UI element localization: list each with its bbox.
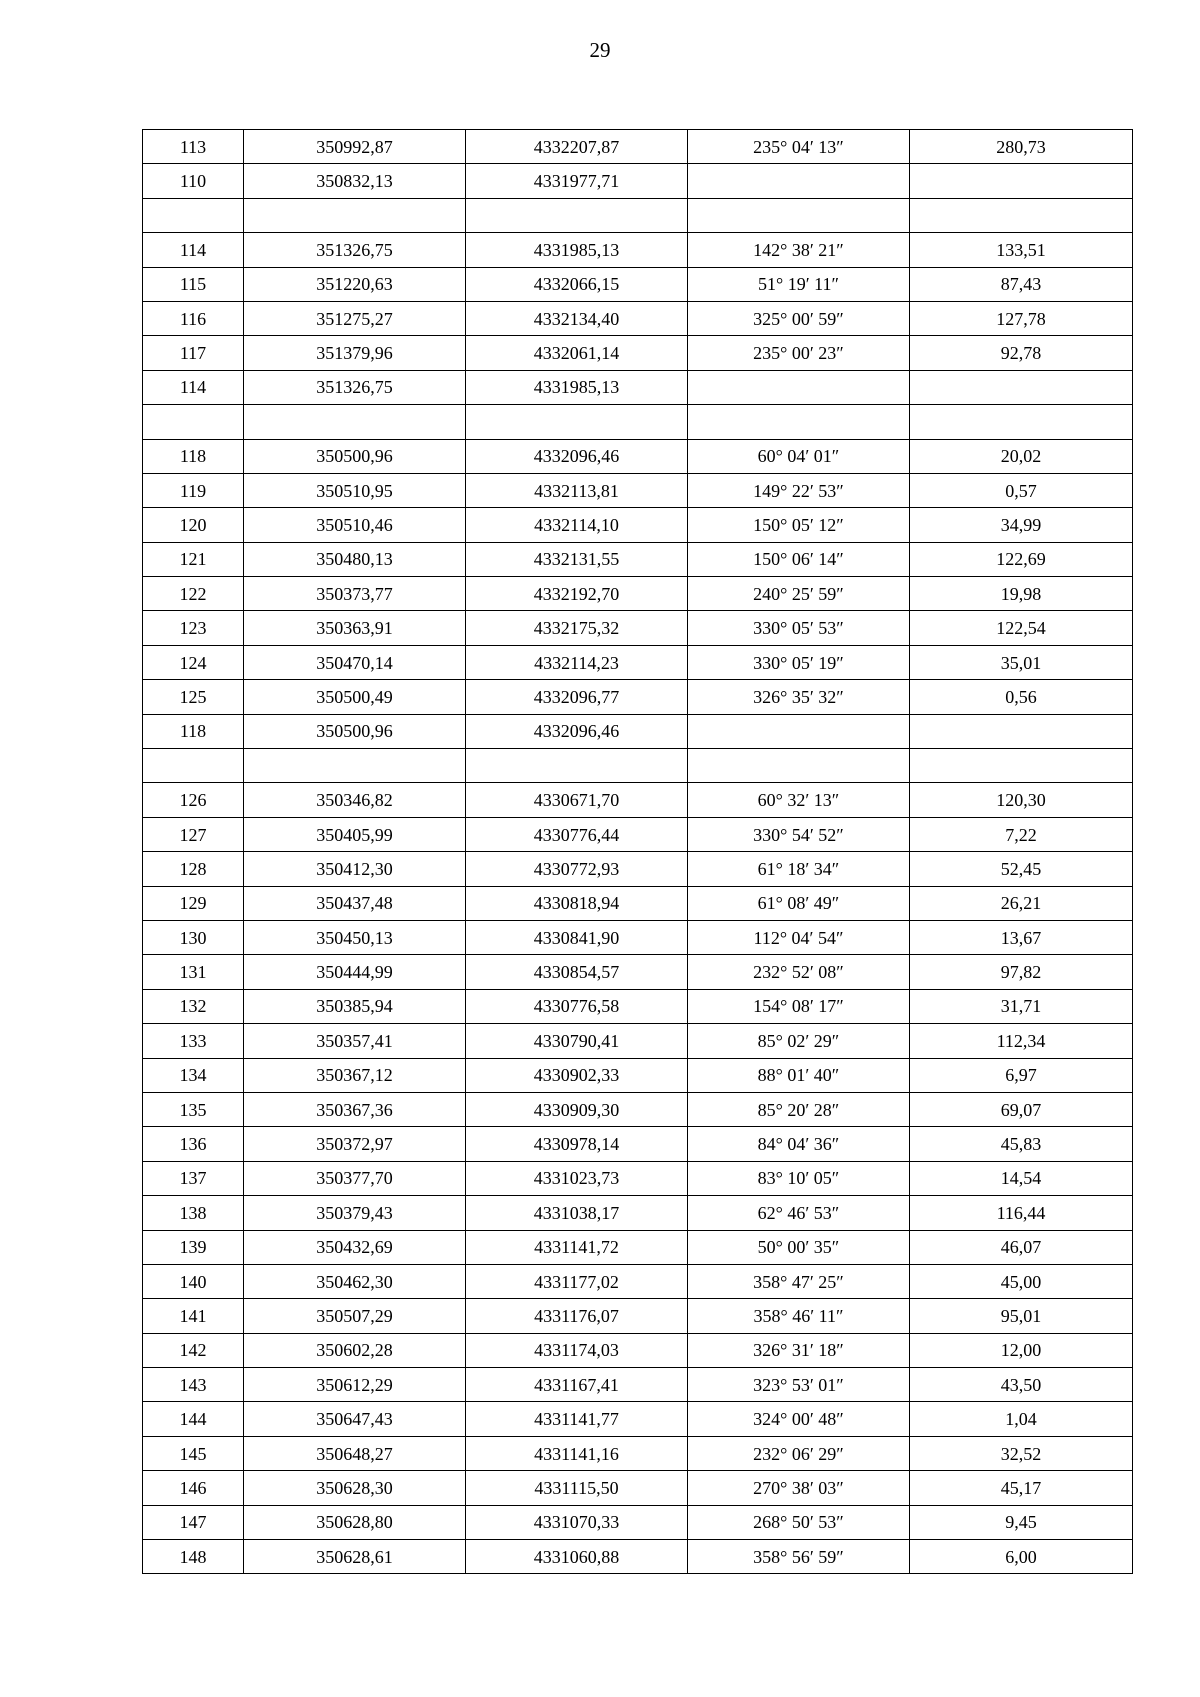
y-coordinate-cell: 4331977,71 (466, 164, 688, 198)
point-number-cell: 119 (143, 473, 244, 507)
bearing-cell: 150° 06′ 14″ (688, 542, 910, 576)
y-coordinate-cell: 4332134,40 (466, 301, 688, 335)
point-number-cell: 147 (143, 1505, 244, 1539)
x-coordinate-cell: 350346,82 (244, 783, 466, 817)
y-coordinate-cell: 4331070,33 (466, 1505, 688, 1539)
x-coordinate-cell: 351326,75 (244, 233, 466, 267)
table-row (143, 1024, 1133, 1058)
point-number-cell: 127 (143, 817, 244, 851)
y-coordinate-cell: 4332096,46 (466, 439, 688, 473)
y-coordinate-cell: 4332096,77 (466, 680, 688, 714)
bearing-cell (688, 164, 910, 198)
y-coordinate-cell: 4332066,15 (466, 267, 688, 301)
point-number-cell: 129 (143, 886, 244, 920)
point-number-cell: 115 (143, 267, 244, 301)
y-coordinate-cell: 4331141,72 (466, 1230, 688, 1264)
distance-cell: 19,98 (910, 577, 1133, 611)
y-coordinate-cell: 4331141,16 (466, 1436, 688, 1470)
x-coordinate-cell: 350612,29 (244, 1368, 466, 1402)
point-number-cell: 130 (143, 920, 244, 954)
table-row (143, 1436, 1133, 1470)
point-number-cell: 138 (143, 1196, 244, 1230)
table-row (143, 817, 1133, 851)
point-number-cell (143, 749, 244, 783)
bearing-cell: 142° 38′ 21″ (688, 233, 910, 267)
bearing-cell: 326° 31′ 18″ (688, 1333, 910, 1367)
y-coordinate-cell (466, 749, 688, 783)
table-row (143, 1368, 1133, 1402)
bearing-cell (688, 714, 910, 748)
point-number-cell: 146 (143, 1471, 244, 1505)
x-coordinate-cell: 350628,80 (244, 1505, 466, 1539)
x-coordinate-cell: 350379,43 (244, 1196, 466, 1230)
bearing-cell: 83° 10′ 05″ (688, 1161, 910, 1195)
table-row (143, 439, 1133, 473)
table-row (143, 267, 1133, 301)
distance-cell (910, 749, 1133, 783)
point-number-cell: 139 (143, 1230, 244, 1264)
point-number-cell: 145 (143, 1436, 244, 1470)
table-row (143, 920, 1133, 954)
point-number-cell: 125 (143, 680, 244, 714)
bearing-cell: 84° 04′ 36″ (688, 1127, 910, 1161)
point-number-cell: 136 (143, 1127, 244, 1161)
point-number-cell: 148 (143, 1540, 244, 1574)
x-coordinate-cell: 350470,14 (244, 645, 466, 679)
table-row (143, 370, 1133, 404)
distance-cell: 45,83 (910, 1127, 1133, 1161)
distance-cell: 95,01 (910, 1299, 1133, 1333)
y-coordinate-cell: 4330671,70 (466, 783, 688, 817)
point-number-cell: 121 (143, 542, 244, 576)
x-coordinate-cell: 350507,29 (244, 1299, 466, 1333)
distance-cell: 116,44 (910, 1196, 1133, 1230)
table-row (143, 1264, 1133, 1298)
point-number-cell: 131 (143, 955, 244, 989)
x-coordinate-cell: 350377,70 (244, 1161, 466, 1195)
y-coordinate-cell: 4330790,41 (466, 1024, 688, 1058)
distance-cell: 35,01 (910, 645, 1133, 679)
distance-cell (910, 714, 1133, 748)
y-coordinate-cell (466, 198, 688, 232)
x-coordinate-cell: 350500,96 (244, 439, 466, 473)
bearing-cell: 88° 01′ 40″ (688, 1058, 910, 1092)
y-coordinate-cell: 4331985,13 (466, 233, 688, 267)
point-number-cell: 142 (143, 1333, 244, 1367)
x-coordinate-cell: 350510,46 (244, 508, 466, 542)
distance-cell: 122,54 (910, 611, 1133, 645)
x-coordinate-cell (244, 405, 466, 439)
x-coordinate-cell: 350832,13 (244, 164, 466, 198)
y-coordinate-cell: 4331141,77 (466, 1402, 688, 1436)
distance-cell: 1,04 (910, 1402, 1133, 1436)
bearing-cell (688, 370, 910, 404)
table-row (143, 1230, 1133, 1264)
distance-cell: 34,99 (910, 508, 1133, 542)
x-coordinate-cell: 350480,13 (244, 542, 466, 576)
bearing-cell: 324° 00′ 48″ (688, 1402, 910, 1436)
point-number-cell: 135 (143, 1092, 244, 1126)
distance-cell: 0,57 (910, 473, 1133, 507)
table-row (143, 301, 1133, 335)
x-coordinate-cell: 350462,30 (244, 1264, 466, 1298)
x-coordinate-cell: 350405,99 (244, 817, 466, 851)
y-coordinate-cell: 4330978,14 (466, 1127, 688, 1161)
distance-cell: 45,17 (910, 1471, 1133, 1505)
point-number-cell: 144 (143, 1402, 244, 1436)
x-coordinate-cell: 350510,95 (244, 473, 466, 507)
point-number-cell: 133 (143, 1024, 244, 1058)
distance-cell: 46,07 (910, 1230, 1133, 1264)
point-number-cell: 113 (143, 130, 244, 164)
bearing-cell: 330° 05′ 19″ (688, 645, 910, 679)
point-number-cell: 126 (143, 783, 244, 817)
distance-cell: 112,34 (910, 1024, 1133, 1058)
table-row (143, 233, 1133, 267)
coordinates-table (142, 129, 1133, 1574)
bearing-cell: 85° 02′ 29″ (688, 1024, 910, 1058)
x-coordinate-cell: 351275,27 (244, 301, 466, 335)
page-number: 29 (589, 38, 611, 62)
bearing-cell: 325° 00′ 59″ (688, 301, 910, 335)
y-coordinate-cell: 4330818,94 (466, 886, 688, 920)
distance-cell: 26,21 (910, 886, 1133, 920)
y-coordinate-cell: 4330909,30 (466, 1092, 688, 1126)
y-coordinate-cell: 4331060,88 (466, 1540, 688, 1574)
table-row (143, 473, 1133, 507)
bearing-cell: 154° 08′ 17″ (688, 989, 910, 1023)
y-coordinate-cell: 4331038,17 (466, 1196, 688, 1230)
bearing-cell: 51° 19′ 11″ (688, 267, 910, 301)
x-coordinate-cell: 351326,75 (244, 370, 466, 404)
distance-cell: 97,82 (910, 955, 1133, 989)
point-number-cell: 141 (143, 1299, 244, 1333)
bearing-cell (688, 405, 910, 439)
table-row (143, 542, 1133, 576)
bearing-cell: 61° 08′ 49″ (688, 886, 910, 920)
point-number-cell: 110 (143, 164, 244, 198)
separator-row (143, 749, 1133, 783)
y-coordinate-cell: 4332131,55 (466, 542, 688, 576)
bearing-cell: 268° 50′ 53″ (688, 1505, 910, 1539)
bearing-cell: 323° 53′ 01″ (688, 1368, 910, 1402)
separator-row (143, 198, 1133, 232)
distance-cell: 20,02 (910, 439, 1133, 473)
point-number-cell: 140 (143, 1264, 244, 1298)
distance-cell (910, 370, 1133, 404)
bearing-cell: 330° 54′ 52″ (688, 817, 910, 851)
distance-cell: 127,78 (910, 301, 1133, 335)
table-row (143, 1196, 1133, 1230)
bearing-cell: 358° 47′ 25″ (688, 1264, 910, 1298)
distance-cell: 92,78 (910, 336, 1133, 370)
x-coordinate-cell: 350412,30 (244, 852, 466, 886)
bearing-cell: 326° 35′ 32″ (688, 680, 910, 714)
table-row (143, 1058, 1133, 1092)
table-row (143, 1471, 1133, 1505)
table-row (143, 1161, 1133, 1195)
table-row (143, 1299, 1133, 1333)
bearing-cell: 235° 00′ 23″ (688, 336, 910, 370)
table-row (143, 955, 1133, 989)
x-coordinate-cell: 351220,63 (244, 267, 466, 301)
y-coordinate-cell: 4330776,58 (466, 989, 688, 1023)
bearing-cell (688, 198, 910, 232)
table-row (143, 1092, 1133, 1126)
table-row (143, 783, 1133, 817)
point-number-cell: 114 (143, 233, 244, 267)
bearing-cell: 149° 22′ 53″ (688, 473, 910, 507)
point-number-cell: 124 (143, 645, 244, 679)
bearing-cell: 232° 52′ 08″ (688, 955, 910, 989)
x-coordinate-cell: 351379,96 (244, 336, 466, 370)
bearing-cell: 60° 04′ 01″ (688, 439, 910, 473)
point-number-cell: 143 (143, 1368, 244, 1402)
distance-cell (910, 405, 1133, 439)
point-number-cell (143, 405, 244, 439)
y-coordinate-cell: 4330902,33 (466, 1058, 688, 1092)
table-row (143, 714, 1133, 748)
x-coordinate-cell: 350372,97 (244, 1127, 466, 1161)
bearing-cell: 232° 06′ 29″ (688, 1436, 910, 1470)
y-coordinate-cell: 4332192,70 (466, 577, 688, 611)
x-coordinate-cell: 350500,49 (244, 680, 466, 714)
y-coordinate-cell: 4332114,23 (466, 645, 688, 679)
point-number-cell: 122 (143, 577, 244, 611)
distance-cell: 120,30 (910, 783, 1133, 817)
point-number-cell (143, 198, 244, 232)
y-coordinate-cell: 4332175,32 (466, 611, 688, 645)
distance-cell: 6,00 (910, 1540, 1133, 1574)
y-coordinate-cell: 4332114,10 (466, 508, 688, 542)
distance-cell: 69,07 (910, 1092, 1133, 1126)
point-number-cell: 132 (143, 989, 244, 1023)
distance-cell: 12,00 (910, 1333, 1133, 1367)
table-row (143, 336, 1133, 370)
distance-cell: 87,43 (910, 267, 1133, 301)
x-coordinate-cell: 350432,69 (244, 1230, 466, 1264)
bearing-cell: 62° 46′ 53″ (688, 1196, 910, 1230)
point-number-cell: 116 (143, 301, 244, 335)
bearing-cell: 85° 20′ 28″ (688, 1092, 910, 1126)
distance-cell: 14,54 (910, 1161, 1133, 1195)
x-coordinate-cell (244, 749, 466, 783)
bearing-cell: 61° 18′ 34″ (688, 852, 910, 886)
distance-cell: 45,00 (910, 1264, 1133, 1298)
table-row (143, 1127, 1133, 1161)
x-coordinate-cell: 350648,27 (244, 1436, 466, 1470)
x-coordinate-cell: 350628,61 (244, 1540, 466, 1574)
coordinates-table-body (143, 130, 1133, 1574)
distance-cell: 7,22 (910, 817, 1133, 851)
point-number-cell: 118 (143, 439, 244, 473)
distance-cell (910, 164, 1133, 198)
distance-cell: 0,56 (910, 680, 1133, 714)
table-row (143, 130, 1133, 164)
bearing-cell: 330° 05′ 53″ (688, 611, 910, 645)
y-coordinate-cell: 4330772,93 (466, 852, 688, 886)
point-number-cell: 123 (143, 611, 244, 645)
y-coordinate-cell: 4330841,90 (466, 920, 688, 954)
y-coordinate-cell: 4332061,14 (466, 336, 688, 370)
y-coordinate-cell: 4331177,02 (466, 1264, 688, 1298)
y-coordinate-cell: 4332096,46 (466, 714, 688, 748)
table-row (143, 611, 1133, 645)
x-coordinate-cell: 350367,12 (244, 1058, 466, 1092)
bearing-cell: 358° 56′ 59″ (688, 1540, 910, 1574)
y-coordinate-cell: 4331167,41 (466, 1368, 688, 1402)
point-number-cell: 117 (143, 336, 244, 370)
distance-cell: 9,45 (910, 1505, 1133, 1539)
distance-cell: 31,71 (910, 989, 1133, 1023)
x-coordinate-cell: 350628,30 (244, 1471, 466, 1505)
distance-cell: 43,50 (910, 1368, 1133, 1402)
table-row (143, 989, 1133, 1023)
distance-cell: 52,45 (910, 852, 1133, 886)
table-row (143, 1540, 1133, 1574)
x-coordinate-cell: 350385,94 (244, 989, 466, 1023)
table-row (143, 164, 1133, 198)
x-coordinate-cell: 350363,91 (244, 611, 466, 645)
table-row (143, 886, 1133, 920)
separator-row (143, 405, 1133, 439)
y-coordinate-cell: 4331174,03 (466, 1333, 688, 1367)
table-row (143, 1402, 1133, 1436)
bearing-cell: 112° 04′ 54″ (688, 920, 910, 954)
y-coordinate-cell (466, 405, 688, 439)
table-row (143, 645, 1133, 679)
x-coordinate-cell: 350444,99 (244, 955, 466, 989)
distance-cell: 122,69 (910, 542, 1133, 576)
y-coordinate-cell: 4331115,50 (466, 1471, 688, 1505)
distance-cell: 133,51 (910, 233, 1133, 267)
bearing-cell (688, 749, 910, 783)
table-row (143, 1333, 1133, 1367)
bearing-cell: 240° 25′ 59″ (688, 577, 910, 611)
bearing-cell: 235° 04′ 13″ (688, 130, 910, 164)
y-coordinate-cell: 4330854,57 (466, 955, 688, 989)
distance-cell: 6,97 (910, 1058, 1133, 1092)
x-coordinate-cell: 350992,87 (244, 130, 466, 164)
distance-cell: 280,73 (910, 130, 1133, 164)
bearing-cell: 60° 32′ 13″ (688, 783, 910, 817)
y-coordinate-cell: 4332207,87 (466, 130, 688, 164)
x-coordinate-cell: 350437,48 (244, 886, 466, 920)
x-coordinate-cell: 350357,41 (244, 1024, 466, 1058)
y-coordinate-cell: 4330776,44 (466, 817, 688, 851)
bearing-cell: 150° 05′ 12″ (688, 508, 910, 542)
distance-cell: 32,52 (910, 1436, 1133, 1470)
point-number-cell: 118 (143, 714, 244, 748)
table-row (143, 508, 1133, 542)
point-number-cell: 114 (143, 370, 244, 404)
x-coordinate-cell (244, 198, 466, 232)
x-coordinate-cell: 350373,77 (244, 577, 466, 611)
x-coordinate-cell: 350450,13 (244, 920, 466, 954)
x-coordinate-cell: 350367,36 (244, 1092, 466, 1126)
point-number-cell: 134 (143, 1058, 244, 1092)
bearing-cell: 270° 38′ 03″ (688, 1471, 910, 1505)
x-coordinate-cell: 350602,28 (244, 1333, 466, 1367)
y-coordinate-cell: 4332113,81 (466, 473, 688, 507)
table-row (143, 577, 1133, 611)
table-row (143, 680, 1133, 714)
y-coordinate-cell: 4331985,13 (466, 370, 688, 404)
table-row (143, 852, 1133, 886)
y-coordinate-cell: 4331023,73 (466, 1161, 688, 1195)
x-coordinate-cell: 350500,96 (244, 714, 466, 748)
point-number-cell: 128 (143, 852, 244, 886)
x-coordinate-cell: 350647,43 (244, 1402, 466, 1436)
bearing-cell: 50° 00′ 35″ (688, 1230, 910, 1264)
distance-cell (910, 198, 1133, 232)
distance-cell: 13,67 (910, 920, 1133, 954)
y-coordinate-cell: 4331176,07 (466, 1299, 688, 1333)
table-row (143, 1505, 1133, 1539)
point-number-cell: 137 (143, 1161, 244, 1195)
bearing-cell: 358° 46′ 11″ (688, 1299, 910, 1333)
point-number-cell: 120 (143, 508, 244, 542)
